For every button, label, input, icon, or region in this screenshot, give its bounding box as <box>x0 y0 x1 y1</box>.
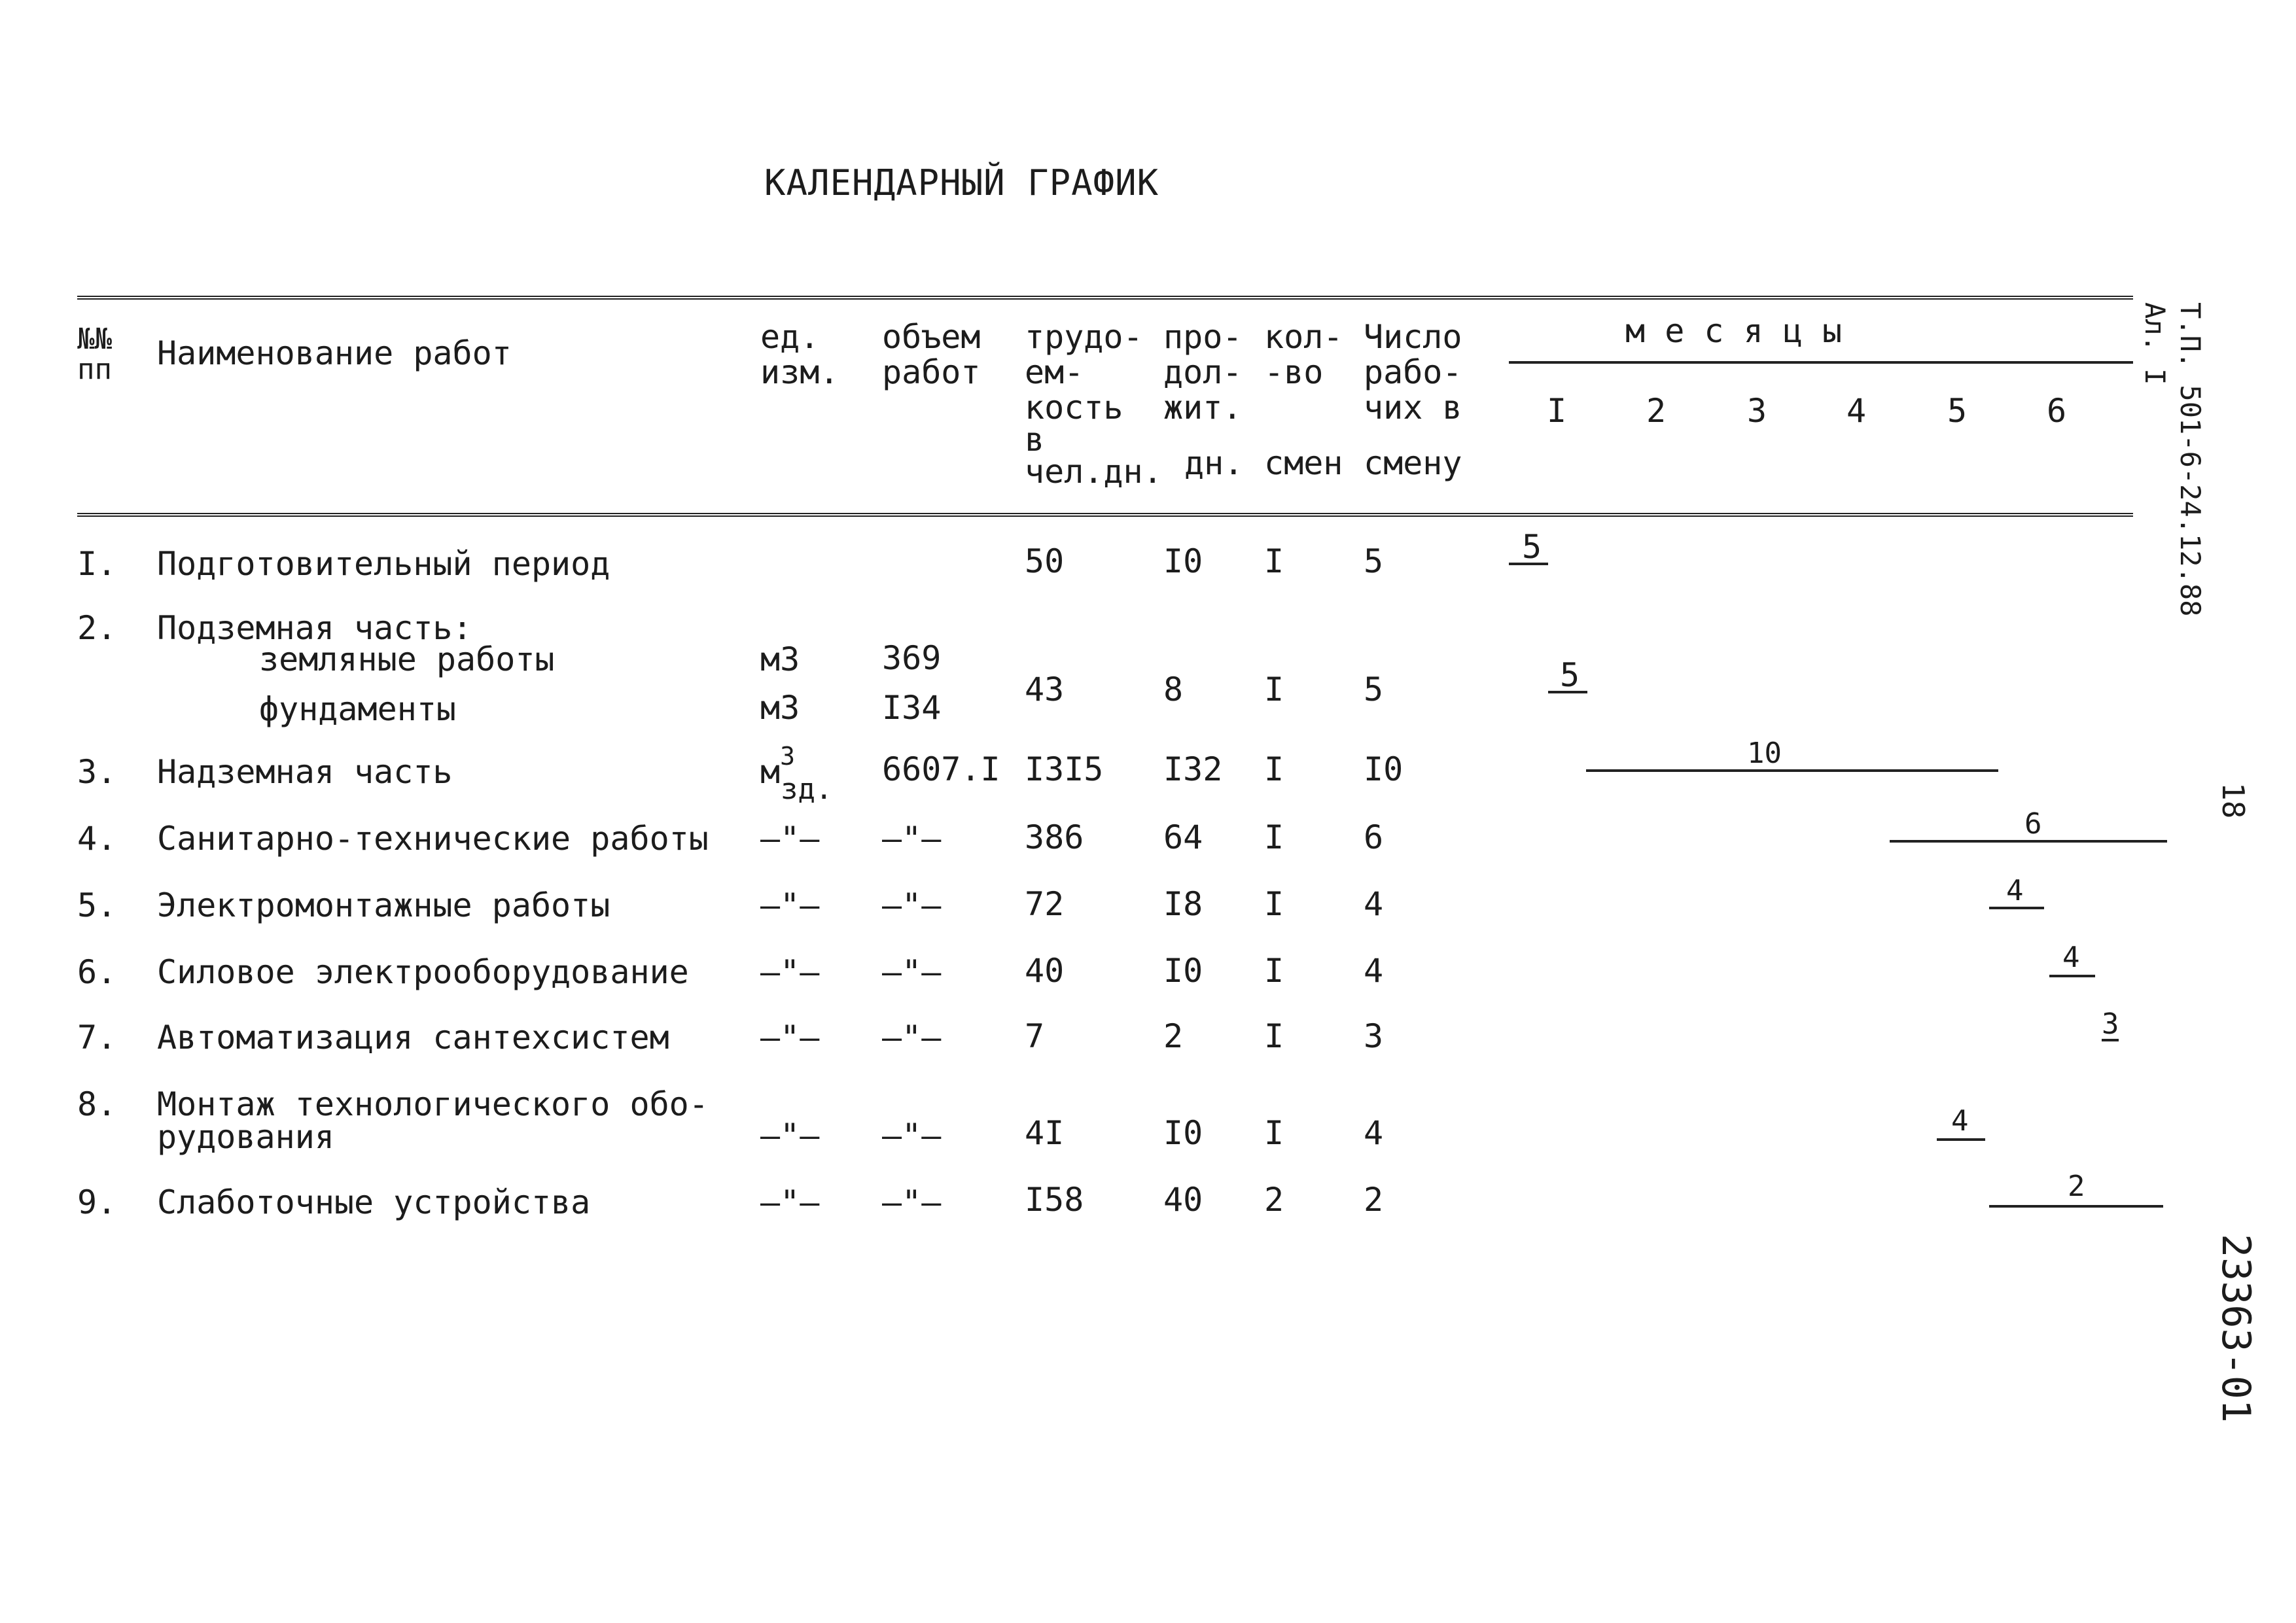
header-bottom-rule <box>77 513 2133 517</box>
side-sheet-label: Ал. I <box>2139 302 2171 385</box>
row-labor: 386 <box>1025 818 1084 856</box>
row-name: Подземная часть: <box>157 609 472 647</box>
row-labor: 4I <box>1025 1114 1065 1152</box>
row-labor: 40 <box>1025 952 1065 990</box>
row-labor: I3I5 <box>1025 750 1104 788</box>
month-3: 3 <box>1747 392 1767 430</box>
row-shifts: I <box>1264 1017 1284 1055</box>
row-duration: 2 <box>1163 1017 1184 1055</box>
row-workers: 4 <box>1364 1114 1384 1152</box>
row-unit: –"– <box>760 1019 820 1056</box>
col-header-workers-unit: смену <box>1364 444 1462 482</box>
month-5: 5 <box>1947 392 1968 430</box>
col-header-duration: про- дол- жит. <box>1163 318 1243 427</box>
row-shifts: I <box>1264 1114 1284 1152</box>
row-name: Санитарно-технические работы <box>157 820 709 858</box>
row-name: Силовое электрооборудование <box>157 953 689 991</box>
bar-label: 5 <box>1522 528 1542 566</box>
bar-label: 5 <box>1560 656 1580 694</box>
row-shifts: 2 <box>1264 1181 1284 1219</box>
row-name: Монтаж технологического обо- <box>157 1085 709 1123</box>
schedule-bar <box>1586 769 1998 772</box>
row-workers: 3 <box>1364 1017 1384 1055</box>
row-duration: 8 <box>1163 671 1184 708</box>
months-rule <box>1509 361 2133 364</box>
row-workers: 5 <box>1364 542 1384 580</box>
month-2: 2 <box>1646 392 1667 430</box>
row-num: 5. <box>77 886 117 924</box>
bar-label: 2 <box>2068 1170 2085 1203</box>
row-workers: I0 <box>1364 750 1404 788</box>
row-workers: 4 <box>1364 885 1384 923</box>
row-duration: 64 <box>1163 818 1203 856</box>
schedule-bar <box>1989 1205 2163 1208</box>
page-title: КАЛЕНДАРНЫЙ ГРАФИК <box>764 162 1159 203</box>
row-num: 4. <box>77 820 117 858</box>
row-volume: –"– <box>882 820 942 858</box>
side-inventory-number: 23363-01 <box>2213 1234 2259 1423</box>
row-workers: 5 <box>1364 671 1384 708</box>
bar-label: 4 <box>2006 874 2024 907</box>
row-num: I. <box>77 545 117 583</box>
row-unit: –"– <box>760 1117 820 1155</box>
col-header-volume: объем работ <box>882 318 981 391</box>
row-labor: I58 <box>1025 1181 1084 1219</box>
row-shifts: I <box>1264 885 1284 923</box>
col-header-labor: трудо- ем- кость в чел.дн. <box>1025 318 1163 491</box>
row-workers: 6 <box>1364 818 1384 856</box>
row-name: Подготовительный период <box>157 545 610 583</box>
row-volume: –"– <box>882 1117 942 1155</box>
row-duration: I8 <box>1163 885 1203 923</box>
row-duration: I0 <box>1163 1114 1203 1152</box>
col-header-num: №№ пп <box>77 323 112 386</box>
row-labor: 50 <box>1025 542 1065 580</box>
row-num: 2. <box>77 609 117 647</box>
col-header-workers: Число рабо- чих в <box>1364 318 1462 427</box>
col-header-shifts: кол- -во <box>1264 318 1343 391</box>
row-name: Слаботочные устройства <box>157 1183 591 1221</box>
row-num: 3. <box>77 753 117 791</box>
row-duration: 40 <box>1163 1181 1203 1219</box>
row-volume: –"– <box>882 886 942 924</box>
row-unit: –"– <box>760 953 820 991</box>
row-volume: –"– <box>882 1183 942 1221</box>
row-labor: 43 <box>1025 671 1065 708</box>
row-shifts: I <box>1264 818 1284 856</box>
bar-label: 6 <box>2024 807 2042 841</box>
row-unit: –"– <box>760 1183 820 1221</box>
bar-label: 3 <box>2102 1007 2119 1041</box>
side-project-code: Т.П. 501-6-24.12.88 <box>2174 302 2206 617</box>
row-volume: –"– <box>882 1019 942 1056</box>
bar-label: 10 <box>1747 737 1782 770</box>
row-num: 8. <box>77 1085 117 1123</box>
row-num: 9. <box>77 1183 117 1221</box>
row-subname: фундаменты <box>259 690 457 728</box>
row-name: Автоматизация сантехсистем <box>157 1019 669 1056</box>
month-6: 6 <box>2047 392 2067 430</box>
header-top-rule <box>77 296 2133 300</box>
row-volume: 369 <box>882 639 942 677</box>
row-name: Электромонтажные работы <box>157 886 610 924</box>
row-unit: м3 <box>760 640 800 678</box>
col-header-unit: ед. изм. <box>760 318 839 391</box>
bar-label: 4 <box>2062 941 2080 974</box>
row-volume: I34 <box>882 689 942 727</box>
row-unit: м3 <box>760 689 800 727</box>
row-workers: 4 <box>1364 952 1384 990</box>
month-4: 4 <box>1846 392 1867 430</box>
row-volume: –"– <box>882 953 942 991</box>
row-unit: –"– <box>760 886 820 924</box>
row-unit: –"– <box>760 820 820 858</box>
row-workers: 2 <box>1364 1181 1384 1219</box>
row-duration: I32 <box>1163 750 1223 788</box>
row-shifts: I <box>1264 952 1284 990</box>
months-label: м е с я ц ы <box>1625 312 1843 350</box>
row-shifts: I <box>1264 750 1284 788</box>
row-duration: I0 <box>1163 542 1203 580</box>
row-name: рудования <box>157 1118 334 1156</box>
row-num: 6. <box>77 953 117 991</box>
col-header-name: Наименование работ <box>157 334 512 372</box>
row-num: 7. <box>77 1019 117 1056</box>
row-volume: 6607.I <box>882 750 1000 788</box>
bar-label: 4 <box>1951 1104 1969 1138</box>
side-page-number: 18 <box>2216 782 2251 819</box>
row-shifts: I <box>1264 671 1284 708</box>
row-labor: 72 <box>1025 885 1065 923</box>
row-duration: I0 <box>1163 952 1203 990</box>
row-labor: 7 <box>1025 1017 1045 1055</box>
row-unit: $м^3зд$. <box>760 742 833 806</box>
month-1: I <box>1547 392 1567 430</box>
row-subname: земляные работы <box>259 640 555 678</box>
col-header-shifts-unit: смен <box>1264 444 1343 482</box>
row-shifts: I <box>1264 542 1284 580</box>
col-header-duration-unit: дн. <box>1184 444 1244 482</box>
row-name: Надземная часть <box>157 753 453 791</box>
